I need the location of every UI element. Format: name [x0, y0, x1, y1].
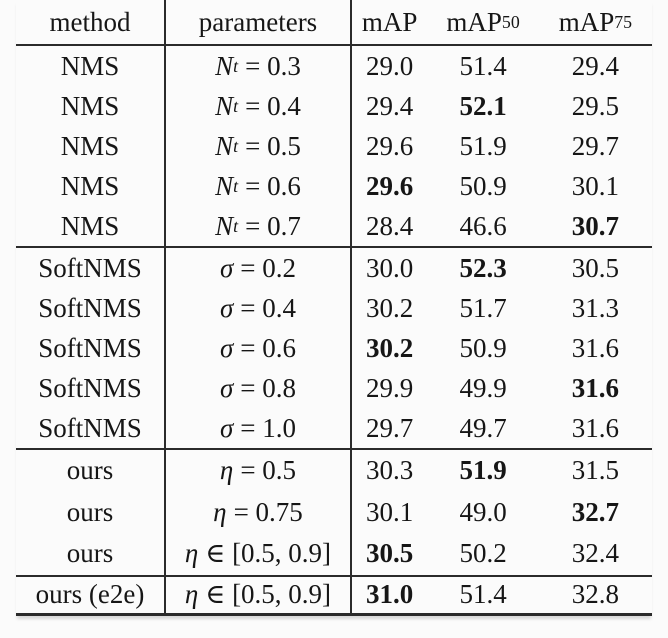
method-label: ours: [66, 455, 114, 486]
header-label-method: method: [49, 6, 131, 37]
parameter-variable: N: [215, 210, 234, 241]
cell-map: [352, 86, 428, 126]
cell-map50: [427, 577, 538, 613]
parameter-variable: N: [215, 130, 234, 161]
map-value: 29.6: [366, 170, 414, 201]
parameter-variable: η: [184, 538, 199, 569]
cell-method: [16, 166, 166, 206]
map-value: 30.0: [366, 252, 414, 283]
map-value: 30.2: [366, 332, 414, 363]
table-group: [16, 575, 652, 613]
cell-map50: [427, 288, 538, 328]
parameter-value: ∈ [0.5, 0.9]: [205, 538, 332, 569]
parameter-variable: σ: [219, 372, 234, 403]
table-row: [16, 86, 652, 126]
map50-value: 51.4: [459, 579, 507, 609]
map75-value: 29.7: [571, 130, 619, 161]
table-row: [16, 288, 652, 328]
parameter-value: = 1.0: [240, 412, 297, 443]
method-label: NMS: [60, 210, 120, 241]
cell-method: [16, 86, 166, 126]
map50-value: 49.9: [459, 372, 507, 403]
method-label: SoftNMS: [38, 292, 142, 323]
cell-map75: [539, 408, 652, 448]
cell-method: [16, 368, 166, 408]
cell-method: [16, 492, 166, 534]
parameter-value: ∈ [0.5, 0.9]: [205, 579, 332, 609]
cell-parameters: [166, 577, 352, 613]
cell-parameters: [166, 368, 352, 408]
map-value: 29.7: [366, 412, 414, 443]
table-row: [16, 368, 652, 408]
map-value: 29.6: [366, 130, 414, 161]
map-value: 30.1: [366, 496, 414, 527]
cell-map50: [427, 126, 538, 166]
map50-value: 46.6: [459, 210, 507, 241]
cell-map: [352, 248, 428, 288]
table-row: [16, 533, 652, 575]
cell-method: [16, 126, 166, 166]
parameter-variable: N: [215, 90, 234, 121]
map75-value: 29.5: [571, 90, 619, 121]
parameter-variable: σ: [219, 412, 234, 443]
map50-value: 51.7: [459, 292, 507, 323]
cell-map75: [539, 206, 652, 246]
table-row: [16, 408, 652, 448]
cell-map50: [427, 368, 538, 408]
cell-map75: [539, 533, 652, 575]
map-value: 29.9: [366, 372, 414, 403]
cell-parameters: [166, 248, 352, 288]
map-value: 29.0: [366, 50, 414, 81]
parameter-value: = 0.3: [245, 50, 301, 81]
map75-value: 31.5: [571, 455, 619, 486]
parameter-value: = 0.5: [245, 130, 301, 161]
cell-method: [16, 206, 166, 246]
map-value: 28.4: [366, 210, 414, 241]
map75-value: 30.7: [571, 210, 619, 241]
method-label: NMS: [60, 170, 120, 201]
cell-map50: [427, 450, 538, 492]
map-value: 29.4: [366, 90, 414, 121]
cell-map: [352, 533, 428, 575]
parameter-variable: N: [215, 170, 234, 201]
map50-value: 52.1: [459, 90, 507, 121]
map75-value: 31.6: [571, 372, 619, 403]
cell-map: [352, 166, 428, 206]
map50-value: 52.3: [459, 252, 507, 283]
map75-value: 30.1: [571, 170, 619, 201]
parameter-value: = 0.7: [245, 210, 301, 241]
cell-method: [16, 328, 166, 368]
cell-map: [352, 288, 428, 328]
method-label: SoftNMS: [38, 332, 142, 363]
table-row: [16, 248, 652, 288]
cell-map75: [539, 248, 652, 288]
method-label: ours: [66, 496, 114, 527]
method-label: ours (e2e): [35, 579, 145, 609]
table-row: [16, 492, 652, 534]
cell-method: [16, 408, 166, 448]
cell-map: [352, 206, 428, 246]
parameter-variable: η: [219, 455, 234, 486]
table-row: [16, 126, 652, 166]
cell-map75: [539, 166, 652, 206]
cell-map50: [427, 46, 538, 86]
cell-map50: [427, 86, 538, 126]
cell-method: [16, 577, 166, 613]
table-group: [16, 448, 652, 575]
cell-method: [16, 248, 166, 288]
cell-map50: [427, 533, 538, 575]
table-row: [16, 577, 652, 613]
table-row: [16, 166, 652, 206]
parameter-value: = 0.5: [240, 455, 297, 486]
map75-value: 32.4: [571, 538, 619, 569]
header-cell-map: [352, 0, 428, 44]
parameter-variable: η: [184, 579, 199, 609]
method-label: SoftNMS: [38, 252, 142, 283]
header-label-map50: mAP: [446, 6, 502, 37]
cell-map75: [539, 492, 652, 534]
cell-parameters: [166, 288, 352, 328]
map75-value: 31.6: [571, 332, 619, 363]
map-value: 30.5: [366, 538, 414, 569]
cell-parameters: N t = 0.3: [166, 46, 352, 86]
map50-value: 50.2: [459, 538, 507, 569]
cell-map: [352, 408, 428, 448]
method-label: NMS: [60, 130, 120, 161]
map50-value: 51.4: [459, 50, 507, 81]
parameter-variable: σ: [219, 252, 234, 283]
map75-value: 32.7: [571, 496, 619, 527]
method-label: SoftNMS: [38, 372, 142, 403]
map-value: 30.2: [366, 292, 414, 323]
cell-map: [352, 126, 428, 166]
map75-value: 31.6: [571, 412, 619, 443]
cell-map75: [539, 368, 652, 408]
parameter-variable: η: [213, 496, 227, 527]
cell-map: [352, 328, 428, 368]
method-label: NMS: [60, 90, 120, 121]
parameter-variable: σ: [219, 292, 234, 323]
cell-method: [16, 533, 166, 575]
parameter-value: = 0.8: [240, 372, 297, 403]
map50-value: 50.9: [459, 170, 507, 201]
map-value: 31.0: [366, 579, 414, 609]
cell-map75: [539, 86, 652, 126]
map75-value: 31.3: [571, 292, 619, 323]
header-cell-map50: mAP 50: [446, 6, 520, 37]
cell-map: [352, 450, 428, 492]
parameter-variable: σ: [219, 332, 234, 363]
table-group: [16, 44, 652, 246]
cell-parameters: N t = 0.7: [166, 206, 352, 246]
cell-parameters: [166, 450, 352, 492]
header-cell-map75: mAP 75: [558, 6, 633, 37]
cell-map: [352, 492, 428, 534]
map50-value: 49.0: [459, 496, 507, 527]
cell-map75: [539, 328, 652, 368]
cell-method: [16, 46, 166, 86]
cell-method: [16, 288, 166, 328]
parameter-value: = 0.4: [245, 90, 301, 121]
cell-map75: [539, 450, 652, 492]
map-value: 30.3: [366, 455, 414, 486]
cell-parameters: [166, 408, 352, 448]
table-row: [16, 328, 652, 368]
cell-map75: [539, 577, 652, 613]
table-body: [16, 44, 652, 613]
map75-value: 29.4: [571, 50, 619, 81]
header-cell-method: [16, 0, 166, 44]
header-label-parameters: parameters: [198, 6, 318, 37]
cell-map50: [427, 408, 538, 448]
table-row: [16, 46, 652, 86]
header-label-map: mAP: [361, 6, 418, 37]
cell-map: [352, 577, 428, 613]
method-label: SoftNMS: [38, 412, 142, 443]
map50-value: 51.9: [459, 130, 507, 161]
map75-value: 30.5: [571, 252, 619, 283]
table-row: [16, 450, 652, 492]
parameter-variable: N: [215, 50, 234, 81]
results-table: [16, 0, 652, 616]
cell-map: [352, 46, 428, 86]
cell-map75: [539, 288, 652, 328]
table-row: [16, 206, 652, 246]
cell-parameters: [166, 533, 352, 575]
cell-method: [16, 450, 166, 492]
method-label: ours: [66, 538, 114, 569]
parameter-value: = 0.2: [240, 252, 297, 283]
map75-value: 32.8: [571, 579, 619, 609]
cell-parameters: N t = 0.6: [166, 166, 352, 206]
cell-parameters: [166, 328, 352, 368]
cell-parameters: [166, 492, 352, 534]
map50-value: 51.9: [459, 455, 507, 486]
map50-value: 49.7: [459, 412, 507, 443]
parameter-value: = 0.6: [245, 170, 301, 201]
table-group: [16, 246, 652, 448]
map50-value: 50.9: [459, 332, 507, 363]
cell-parameters: N t = 0.5: [166, 126, 352, 166]
method-label: NMS: [60, 50, 120, 81]
cell-map50: [427, 248, 538, 288]
cell-parameters: N t = 0.4: [166, 86, 352, 126]
header-label-map75: mAP: [558, 6, 615, 37]
parameter-value: = 0.4: [240, 292, 297, 323]
cell-map75: [539, 46, 652, 86]
cell-map75: [539, 126, 652, 166]
cell-map50: [427, 166, 538, 206]
table-header-row: [16, 0, 652, 44]
parameter-value: = 0.6: [240, 332, 297, 363]
parameter-value: = 0.75: [233, 496, 303, 527]
cell-map50: [427, 328, 538, 368]
cell-map50: [427, 492, 538, 534]
cell-map: [352, 368, 428, 408]
header-cell-parameters: [166, 0, 352, 44]
cell-map50: [427, 206, 538, 246]
